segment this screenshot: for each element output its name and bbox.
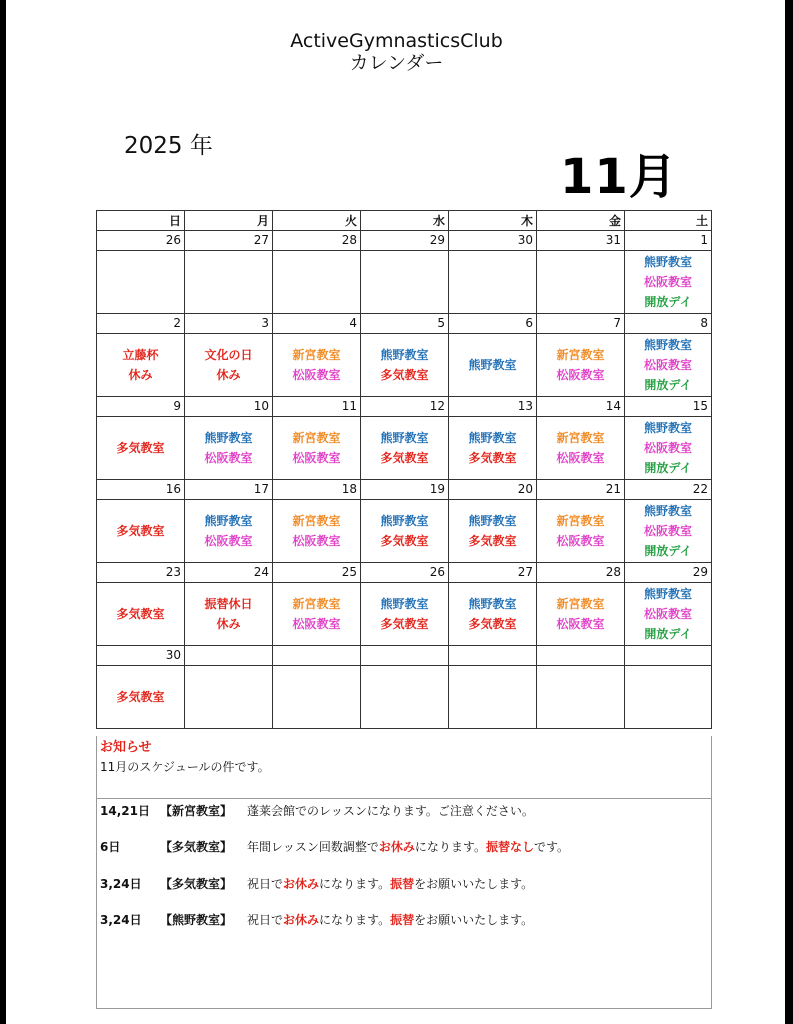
date-number: 30 [449,231,537,251]
day-cell [625,417,712,480]
notice-part: 祝日で [247,877,284,891]
date-number: 6 [449,314,537,334]
date-number: 26 [97,231,185,251]
date-number: 1 [625,231,712,251]
date-number: 31 [537,231,625,251]
weekday-wed: 水 [361,211,449,231]
date-number: 13 [449,397,537,417]
schedule-row [97,583,712,646]
schedule-entry: 松阪教室 [556,451,605,465]
schedule-entry: 熊野教室 [468,358,517,372]
date-row [97,397,712,417]
notice-day: 3,24日 [100,877,142,891]
date-number: 12 [361,397,449,417]
schedule-entry: 熊野教室 [643,338,692,352]
schedule-entry: 松阪教室 [556,534,605,548]
date-number [537,646,625,666]
schedule-entry: 新宮教室 [556,514,605,528]
day-cell [449,334,537,397]
day-cell [625,334,712,397]
schedule-entry: 休み [216,617,241,631]
schedule-entry: 文化の日 [204,348,253,362]
schedule-entry: 熊野教室 [468,431,517,445]
day-cell [625,251,712,314]
schedule-row [97,334,712,397]
notice-part: になります。 [319,877,391,891]
date-number: 22 [625,480,712,500]
notice-highlight: 振替 [390,913,415,927]
date-number: 3 [185,314,273,334]
date-row [97,563,712,583]
day-cell [273,334,361,397]
day-cell [537,500,625,563]
schedule-entry: 多気教室 [116,690,165,704]
day-cell [537,334,625,397]
schedule-row [97,666,712,729]
day-cell [361,500,449,563]
schedule-entry: 松阪教室 [556,617,605,631]
schedule-entry: 多気教室 [380,534,429,548]
weekday-fri: 金 [537,211,625,231]
club-title: ActiveGymnasticsClub [290,30,503,52]
date-number: 18 [273,480,361,500]
day-cell [97,666,185,729]
notice-subtitle: 11月のスケジュールの件です。 [100,760,270,774]
notice-part: 祝日で [247,913,284,927]
date-row [97,314,712,334]
date-number: 29 [625,563,712,583]
date-row [97,231,712,251]
schedule-entry: 熊野教室 [204,431,253,445]
weekday-mon: 月 [185,211,273,231]
date-number: 7 [537,314,625,334]
date-number: 30 [97,646,185,666]
schedule-entry: 松阪教室 [292,451,341,465]
schedule-row [97,500,712,563]
date-number: 23 [97,563,185,583]
schedule-entry: 熊野教室 [468,514,517,528]
notice-text [247,802,534,819]
day-cell [449,251,537,314]
schedule-entry: 振替休日 [204,597,253,611]
notice-day: 6日 [100,840,121,854]
date-number: 19 [361,480,449,500]
day-cell [185,500,273,563]
notice-day: 3,24日 [100,913,142,927]
notice-text [247,911,533,928]
weekday-sat: 土 [625,211,712,231]
schedule-entry: 松阪教室 [292,534,341,548]
date-number: 4 [273,314,361,334]
schedule-entry: 多気教室 [468,617,517,631]
notice-divider [97,798,711,799]
year-label: 2025 年 [124,133,213,159]
day-cell [361,417,449,480]
schedule-entry: 多気教室 [116,607,165,621]
schedule-entry: 新宮教室 [292,514,341,528]
day-cell [185,251,273,314]
date-number: 21 [537,480,625,500]
date-number [449,646,537,666]
schedule-entry: 開放デイ [644,461,692,475]
date-number: 28 [273,231,361,251]
date-number: 28 [537,563,625,583]
schedule-entry: 新宮教室 [292,348,341,362]
date-number: 9 [97,397,185,417]
schedule-entry: 熊野教室 [643,255,692,269]
date-number: 2 [97,314,185,334]
day-cell [97,500,185,563]
day-cell [185,583,273,646]
date-number: 24 [185,563,273,583]
day-cell [361,334,449,397]
day-cell [97,417,185,480]
weekday-sun: 日 [97,211,185,231]
day-cell [97,583,185,646]
schedule-entry: 松阪教室 [643,358,692,372]
weekday-header-row [97,211,712,231]
day-cell [273,500,361,563]
notice-part: 蓬莱会館でのレッスンになります。ご注意ください。 [247,804,534,818]
day-cell [625,500,712,563]
schedule-entry: 松阪教室 [643,441,692,455]
day-cell [273,583,361,646]
notice-class: 【新宮教室】 [160,804,233,818]
schedule-entry: 多気教室 [468,451,517,465]
date-number: 16 [97,480,185,500]
notice-text [247,838,569,855]
day-cell [449,583,537,646]
notice-highlight: 振替 [390,877,415,891]
schedule-entry: 開放デイ [644,627,692,641]
day-cell [537,666,625,729]
schedule-entry: 多気教室 [468,534,517,548]
weekday-tue: 火 [273,211,361,231]
calendar-subtitle: カレンダー [349,52,444,74]
date-number [361,646,449,666]
date-number: 8 [625,314,712,334]
notice-class: 【多気教室】 [160,840,233,854]
notice-class: 【多気教室】 [160,877,233,891]
date-row [97,480,712,500]
schedule-entry: 熊野教室 [380,514,429,528]
date-number [625,646,712,666]
date-number: 10 [185,397,273,417]
notice-part: になります。 [319,913,391,927]
schedule-entry: 休み [216,368,241,382]
day-cell [361,583,449,646]
day-cell [625,666,712,729]
notice-text [247,875,533,892]
date-number: 26 [361,563,449,583]
day-cell [449,500,537,563]
notice-highlight: 振替なし [485,840,534,854]
notice-day: 14,21日 [100,804,150,818]
notice-part: 年間レッスン回数調整で [247,840,379,854]
day-cell [185,334,273,397]
date-number: 15 [625,397,712,417]
day-cell [625,583,712,646]
schedule-row [97,251,712,314]
date-number: 20 [449,480,537,500]
day-cell [273,417,361,480]
schedule-entry: 立藤杯 [122,348,159,362]
schedule-entry: 熊野教室 [643,504,692,518]
day-cell [537,417,625,480]
schedule-entry: 開放デイ [644,295,692,309]
notice-part: です。 [533,840,570,854]
schedule-entry: 熊野教室 [380,348,429,362]
date-number: 14 [537,397,625,417]
schedule-entry: 松阪教室 [643,524,692,538]
date-number: 11 [273,397,361,417]
date-number: 29 [361,231,449,251]
date-number: 17 [185,480,273,500]
schedule-entry: 熊野教室 [380,597,429,611]
schedule-entry: 熊野教室 [643,587,692,601]
notice-highlight: お休み [378,840,415,854]
schedule-entry: 松阪教室 [556,368,605,382]
schedule-entry: 多気教室 [116,524,165,538]
calendar-grid [96,210,712,729]
notice-title: お知らせ [100,740,152,755]
schedule-entry: 熊野教室 [204,514,253,528]
month-label: 11月 [560,149,678,205]
date-number [185,646,273,666]
notice-part: をお願いいたします。 [414,913,534,927]
day-cell [537,251,625,314]
notice-highlight: お休み [283,913,320,927]
schedule-entry: 新宮教室 [292,431,341,445]
day-cell [97,334,185,397]
schedule-entry: 熊野教室 [468,597,517,611]
schedule-entry: 多気教室 [380,617,429,631]
schedule-entry: 松阪教室 [643,275,692,289]
day-cell [185,666,273,729]
notice-section [96,736,712,1009]
schedule-entry: 新宮教室 [292,597,341,611]
schedule-row [97,417,712,480]
schedule-entry: 松阪教室 [204,534,253,548]
schedule-entry: 休み [128,368,153,382]
date-number: 27 [449,563,537,583]
day-cell [97,251,185,314]
notice-part: をお願いいたします。 [414,877,534,891]
schedule-entry: 開放デイ [644,544,692,558]
schedule-entry: 多気教室 [380,368,429,382]
notice-part: になります。 [414,840,486,854]
schedule-entry: 熊野教室 [380,431,429,445]
notice-item [100,802,700,818]
schedule-entry: 新宮教室 [556,597,605,611]
notice-highlight: お休み [283,877,320,891]
schedule-entry: 開放デイ [644,378,692,392]
day-cell [185,417,273,480]
date-number [273,646,361,666]
schedule-entry: 熊野教室 [643,421,692,435]
schedule-entry: 松阪教室 [292,617,341,631]
notice-class: 【熊野教室】 [160,913,233,927]
date-row [97,646,712,666]
schedule-entry: 多気教室 [380,451,429,465]
notice-item [100,911,700,927]
day-cell [273,666,361,729]
schedule-entry: 新宮教室 [556,348,605,362]
notice-item [100,838,700,854]
date-number: 27 [185,231,273,251]
notice-item [100,875,700,891]
date-number: 25 [273,563,361,583]
day-cell [449,417,537,480]
day-cell [361,666,449,729]
schedule-entry: 新宮教室 [556,431,605,445]
day-cell [361,251,449,314]
day-cell [449,666,537,729]
weekday-thu: 木 [449,211,537,231]
schedule-entry: 松阪教室 [643,607,692,621]
date-number: 5 [361,314,449,334]
schedule-entry: 松阪教室 [292,368,341,382]
schedule-entry: 多気教室 [116,441,165,455]
day-cell [273,251,361,314]
day-cell [537,583,625,646]
schedule-entry: 松阪教室 [204,451,253,465]
